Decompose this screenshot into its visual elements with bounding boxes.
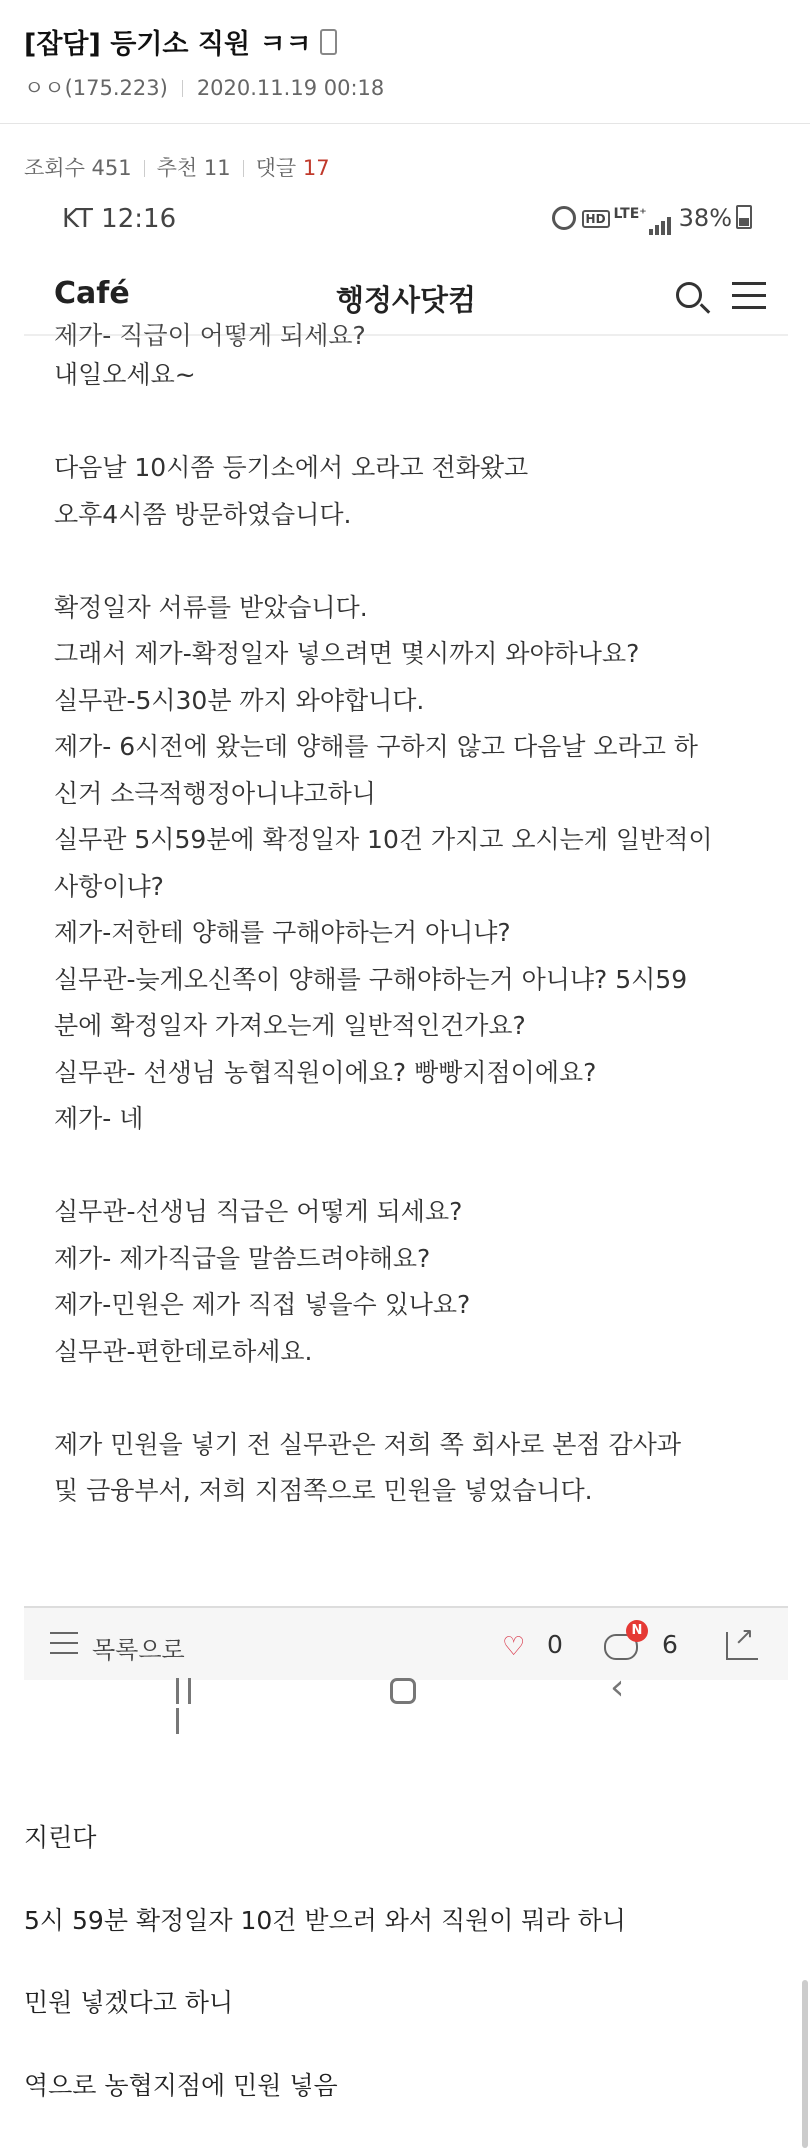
body-line: 제가 민원을 넣기 전 실무관은 저희 쪽 회사로 본점 감사과 xyxy=(54,1429,681,1459)
article-bottom-bar xyxy=(24,1606,788,1680)
body-line: 실무관-늦게오신쪽이 양해를 구해야하는거 아니냐? 5시59 xyxy=(54,964,688,994)
status-icons xyxy=(552,204,752,235)
divider xyxy=(182,80,183,97)
share-icon[interactable] xyxy=(726,1632,758,1660)
embedded-screenshot xyxy=(24,188,788,1718)
body-paragraph: 민원 넣겠다고 하니 xyxy=(24,1988,234,2017)
post-title xyxy=(24,22,337,61)
new-badge: N xyxy=(626,1620,648,1642)
like-count: 0 xyxy=(547,1630,563,1659)
body-line: 제가- 제가직급을 말씀드려야해요? xyxy=(54,1243,431,1273)
body-paragraph: 5시 59분 확정일자 10건 받으러 와서 직원이 뭐라 하니 xyxy=(24,1905,626,1935)
body-line: 제가-저한테 양해를 구해야하는거 아니냐? xyxy=(54,918,511,947)
body-line: 내일오세요~ xyxy=(54,360,196,389)
search-icon[interactable] xyxy=(676,282,702,308)
cafe-logo[interactable]: Café xyxy=(54,276,130,311)
comment-count-value: 17 xyxy=(302,156,330,180)
back-icon[interactable]: ‹ xyxy=(610,1667,625,1708)
body-line: 사항이냐? xyxy=(54,871,164,901)
body-line: 실무관- 선생님 농협직원이에요? 빵빵지점이에요? xyxy=(54,1057,597,1087)
recent-apps-icon[interactable] xyxy=(176,1678,210,1704)
battery-icon xyxy=(736,205,752,229)
recommend-count: 추천 11 xyxy=(156,156,231,180)
post-title-text: [잡담] 등기소 직원 ㅋㅋ xyxy=(24,29,312,60)
mobile-phone-icon xyxy=(320,29,337,55)
body-line: 및 금융부서, 저희 지점쪽으로 민원을 넣었습니다. xyxy=(54,1476,593,1505)
body-line: 제가-민원은 제가 직접 넣을수 있나요? xyxy=(54,1290,471,1319)
signal-icon xyxy=(649,207,673,235)
body-line: 제가- 네 xyxy=(54,1104,144,1133)
phone-status-bar xyxy=(24,188,788,254)
blank-line xyxy=(54,1143,764,1190)
body-line: 실무관-선생님 직급은 어떻게 되세요? xyxy=(54,1197,463,1226)
cut-off-line: 제가- 직급이 어떻게 되세요? xyxy=(54,321,366,350)
list-icon[interactable] xyxy=(50,1632,78,1656)
view-count: 조회수 451 xyxy=(24,156,132,180)
blank-line xyxy=(54,1375,764,1422)
blank-line xyxy=(54,399,764,446)
android-nav-bar xyxy=(24,1667,788,1718)
comment-count-label: 댓글 xyxy=(255,156,297,180)
post-header xyxy=(0,0,810,124)
body-line: 분에 확정일자 가져오는게 일반적인건가요? xyxy=(54,1011,526,1040)
menu-icon[interactable] xyxy=(732,282,766,310)
heart-icon[interactable]: ♡ xyxy=(502,1632,526,1662)
lte-icon: LTE⁺ xyxy=(613,206,647,222)
comment-count: 6 xyxy=(662,1630,678,1659)
carrier-time: KT 12:16 xyxy=(62,204,177,234)
home-icon[interactable] xyxy=(390,1678,416,1704)
blank-line xyxy=(54,538,764,585)
battery-percent: 38% xyxy=(678,204,732,232)
body-line: 실무관 5시59분에 확정일자 10건 가지고 오시는게 일반적이 xyxy=(54,825,713,854)
body-line: 오후4시쯤 방문하였습니다. xyxy=(54,499,352,529)
scrollbar[interactable] xyxy=(802,1980,808,2148)
body-line: 그래서 제가-확정일자 넣으려면 몇시까지 와야하나요? xyxy=(54,639,640,668)
alarm-icon xyxy=(552,206,576,230)
body-line: 실무관-편한데로하세요. xyxy=(54,1336,313,1366)
body-paragraph: 지린다 xyxy=(24,1823,97,1852)
post-author[interactable]: ㅇㅇ(175.223) xyxy=(24,76,168,100)
body-line: 신거 소극적행정아니냐고하니 xyxy=(54,778,376,808)
hd-voice-icon: HD xyxy=(582,210,610,228)
list-button[interactable]: 목록으로 xyxy=(92,1636,185,1664)
body-line: 실무관-5시30분 까지 와야합니다. xyxy=(54,685,425,715)
divider xyxy=(243,160,244,177)
post-body-text xyxy=(24,1818,784,2148)
cafe-name: 행정사닷컴 xyxy=(335,283,477,317)
post-date: 2020.11.19 00:18 xyxy=(196,76,385,100)
post-meta xyxy=(24,72,384,102)
divider xyxy=(144,160,145,177)
body-line: 제가- 6시전에 왔는데 양해를 구하지 않고 다음날 오라고 하 xyxy=(54,732,698,761)
body-paragraph: 역으로 농협지점에 민원 넣음 xyxy=(24,2070,338,2100)
body-line: 다음날 10시쯤 등기소에서 오라고 전화왔고 xyxy=(54,453,529,482)
body-line: 확정일자 서류를 받았습니다. xyxy=(54,592,368,622)
article-body xyxy=(54,321,764,1515)
post-stats xyxy=(24,152,330,182)
